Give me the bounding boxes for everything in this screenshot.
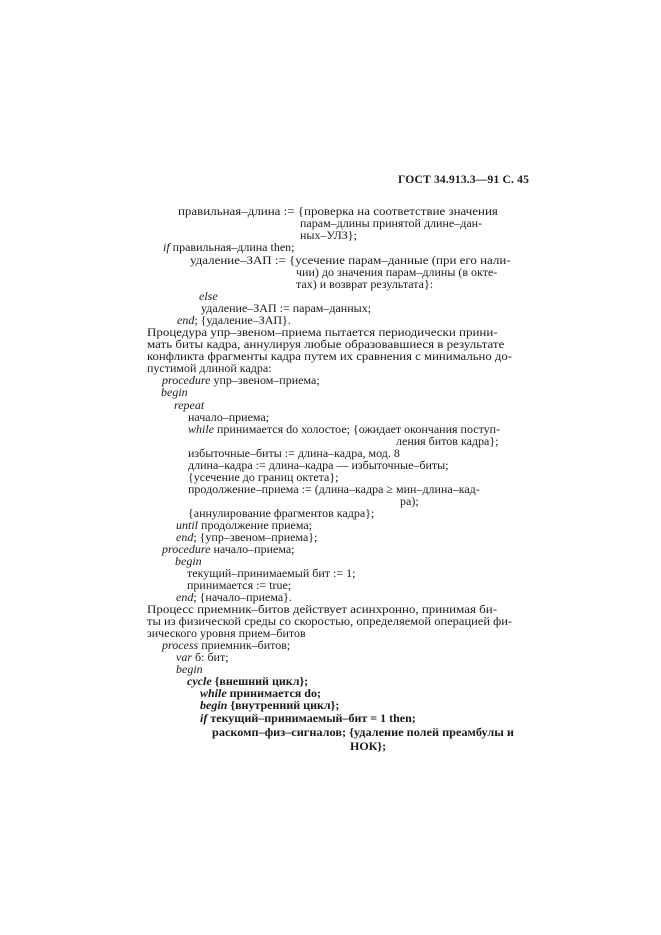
keyword: var xyxy=(176,650,192,664)
keyword: else xyxy=(199,289,218,303)
keyword: begin xyxy=(176,662,203,676)
text-line xyxy=(296,277,433,291)
keyword: procedure xyxy=(162,373,211,387)
line-text: принимается do холостое; {ожидает окончания поступ- xyxy=(214,422,501,436)
line-text: {усечение до границ октета}; xyxy=(188,470,339,484)
keyword: procedure xyxy=(162,542,211,556)
keyword: begin xyxy=(175,554,202,568)
line-text: мать биты кадра, аннулируя любые образовавшиеся в результате xyxy=(147,337,505,351)
line-text: удаление–ЗАП := {усечение парам–данные (при его нали- xyxy=(190,253,511,267)
line-text: пустимой длиной кадра: xyxy=(147,361,272,375)
line-text: НОК}; xyxy=(350,739,387,753)
text-line xyxy=(396,434,498,448)
line-text: ты из физической среды со скоростью, определяемой операцией фи- xyxy=(147,614,513,628)
text-line xyxy=(200,711,416,725)
line-text: упр–звеном–приема; xyxy=(210,373,320,387)
line-text: правильная–длина then; xyxy=(169,240,295,254)
text-line xyxy=(188,482,480,496)
keyword: begin xyxy=(200,698,228,712)
keyword: end xyxy=(177,313,195,327)
keyword: while xyxy=(188,422,214,436)
keyword: end xyxy=(176,530,194,544)
keyword: end xyxy=(176,590,194,604)
line-text: ления битов кадра}; xyxy=(396,434,499,448)
page-header: ГОСТ 34.913.3—91 С. 45 xyxy=(398,174,530,186)
line-text: ; {удаление–ЗАП}. xyxy=(194,313,291,327)
line-text: конфликта фрагменты кадра путем их сравнения с минимально до- xyxy=(147,349,513,363)
line-text: ра); xyxy=(400,494,419,508)
line-text: ; {начало–приема}. xyxy=(193,590,292,604)
line-text: {внутренний цикл}; xyxy=(227,698,340,712)
keyword: if xyxy=(163,240,170,254)
line-text: чии) до значения парам–длины (в окте- xyxy=(296,265,498,279)
keyword: until xyxy=(176,518,199,532)
text-line xyxy=(163,240,295,254)
line-text: продолжение–приема := (длина–кадра ≥ мин–длина–кад- xyxy=(188,482,480,496)
line-text: зического уровня прием–битов xyxy=(147,626,306,640)
line-text: удаление–ЗАП := парам–данных; xyxy=(201,301,372,315)
line-text: начало–приема; xyxy=(210,542,295,556)
line-text: парам–длины принятой длине–дан- xyxy=(300,216,483,230)
line-text: текущий–принимаемый бит := 1; xyxy=(187,566,356,580)
line-text: {аннулирование фрагментов кадра}; xyxy=(188,506,375,520)
keyword: if xyxy=(200,711,208,725)
text-line xyxy=(350,739,386,753)
keyword: process xyxy=(162,638,199,652)
line-text: ных–УЛЗ}; xyxy=(300,228,357,242)
line-text: длина–кадра := длина–кадра — избыточные–биты; xyxy=(188,458,449,472)
keyword: begin xyxy=(161,385,188,399)
line-text: {внешний цикл}; xyxy=(211,674,309,688)
line-text: раскомп–физ–сигналов; {удаление полей преамбулы и xyxy=(212,725,514,739)
line-text: правильная–длина := {проверка на соответствие значения xyxy=(178,204,498,218)
line-text: Процедура упр–звеном–приема пытается периодически прини- xyxy=(147,325,498,339)
line-text: принимается do; xyxy=(226,686,321,700)
line-text: принимается := true; xyxy=(187,578,292,592)
line-text: текущий–принимаемый–бит = 1 then; xyxy=(207,711,416,725)
line-text: продолжение приема; xyxy=(198,518,312,532)
line-text: начало–приема; xyxy=(188,410,270,424)
text-line xyxy=(161,385,188,399)
keyword: cycle xyxy=(187,674,212,688)
keyword: repeat xyxy=(174,398,205,412)
text-line xyxy=(300,228,357,242)
line-text: приемник–битов; xyxy=(198,638,291,652)
text-line xyxy=(400,494,419,508)
line-text: б: бит; xyxy=(192,650,229,664)
line-text: Процесс приемник–битов действует асинхронно, принимая би- xyxy=(147,602,498,616)
text-line xyxy=(200,698,339,712)
text-line xyxy=(212,725,514,739)
line-text: избыточные–биты := длина–кадра, мод. 8 xyxy=(188,446,400,460)
line-text: ; {упр–звеном–приема}; xyxy=(193,530,318,544)
keyword: while xyxy=(200,686,227,700)
line-text: тах) и возврат результата}: xyxy=(296,277,434,291)
